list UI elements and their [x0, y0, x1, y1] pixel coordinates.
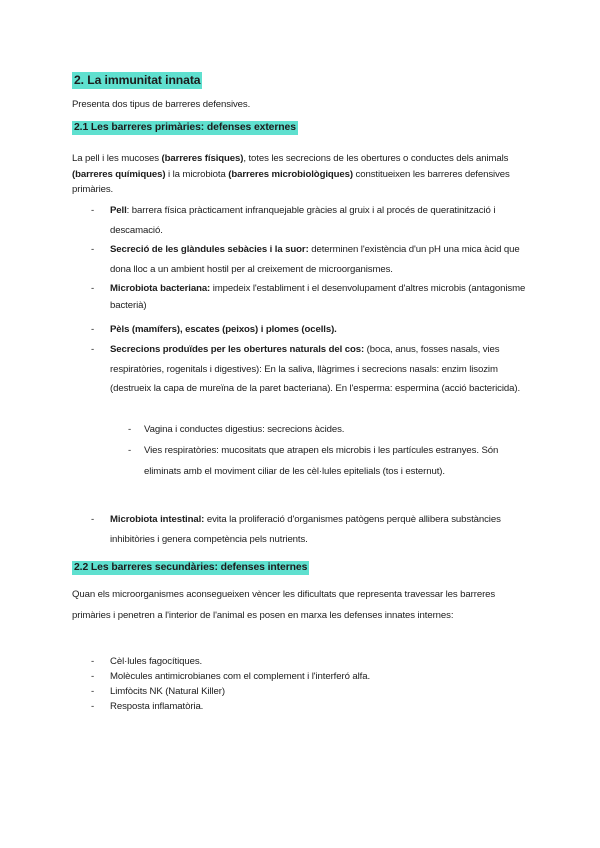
para-text: i la microbiota: [165, 168, 229, 180]
bullet-dash: -: [91, 244, 95, 255]
list-item: [93, 654, 533, 669]
bullet-dash: -: [128, 445, 132, 456]
item-text: Cèl·lules fagocítiques.: [110, 656, 203, 667]
item-text: determinen l'existència d'un pH una mica àcid que dona lloc a un ambient hostil per al creixement de microorganismes.: [110, 244, 520, 275]
item-text: : barrera física pràcticament infranquejable gràcies al gruix i al procés de queratinització i descamació.: [110, 205, 496, 236]
primary-heading-text: 2.1 Les barreres primàries: defenses externes: [74, 122, 296, 133]
item-text: (boca, anus, fosses nasals, vies respiratòries, rogenitals i digestives): En la saliva, llàgrimes i secrecions nasals: enzim lisozim (destrueix la capa de mureïna de la paret bacteriana). En l'esperma: espermina (acció bactericida).: [110, 344, 521, 394]
intro-paragraph: Presenta dos tipus de barreres defensives.: [72, 99, 251, 110]
bullet-dash: -: [91, 205, 95, 216]
secondary-heading: [72, 561, 309, 575]
bullet-dash: -: [91, 283, 95, 294]
sub-item-text: Vagina i conductes digestius: secrecions àcides.: [144, 424, 345, 435]
para-text: La pell i les mucoses: [72, 153, 162, 164]
bullet-dash: -: [91, 324, 95, 335]
bullet-dash: -: [128, 424, 132, 435]
bullet-dash: -: [91, 344, 95, 355]
bullet-dash: -: [91, 656, 95, 667]
list-item: [93, 240, 533, 279]
list-item: [93, 669, 533, 684]
primary-paragraph: [72, 151, 534, 198]
para-bold: (barreres físiques): [161, 153, 244, 164]
item-bold: Secreció de les glàndules sebàcies i la suor:: [110, 244, 309, 255]
para-text: , totes les secrecions de les obertures o conductes dels animals: [243, 153, 509, 164]
item-text: Molècules antimicrobianes com el complement i l'interferó alfa.: [110, 671, 371, 682]
list-item: [93, 320, 533, 340]
list-item: [93, 280, 533, 314]
list-item: [93, 699, 533, 714]
list-item: [93, 201, 533, 240]
item-text: impedeix l'establiment i el desenvolupament d'altres microbis (antagonisme bacterià): [110, 283, 526, 311]
para-bold: (barreres químiques): [72, 168, 166, 180]
bullet-dash: -: [91, 701, 95, 712]
sub-item-text: Vies respiratòries: mucositats que atrapen els microbis i les partícules estranyes. Són eliminats amb el moviment ciliar de les cèl·lules epitelials (tos i esternut).: [144, 445, 499, 477]
list-item: [93, 340, 533, 399]
item-text: Limfòcits NK (Natural Killer): [110, 686, 225, 697]
list-item: [93, 684, 533, 699]
section-heading-text: 2. La immunitat innata: [74, 73, 201, 87]
item-bold: Microbiota bacteriana:: [110, 283, 211, 294]
item-text: evita la proliferació d'organismes patògens perquè allibera substàncies inhibitòries i genera competència pels nutrients.: [110, 514, 501, 545]
section-heading: [72, 72, 202, 89]
item-bold: Secrecions produïdes per les obertures naturals del cos:: [110, 344, 365, 355]
bullet-dash: -: [91, 514, 95, 525]
item-text: Resposta inflamatòria.: [110, 701, 204, 712]
sub-list-item: [128, 420, 530, 441]
item-bold: Pell: [110, 205, 127, 216]
secondary-heading-text: 2.2 Les barreres secundàries: defenses internes: [74, 562, 308, 573]
secondary-paragraph: Quan els microorganismes aconsegueixen vèncer les dificultats que representa travessar les barreres primàries i penetren a l'interior de l'animal es posen en marxa les defenses innates internes:: [72, 589, 496, 621]
bullet-dash: -: [91, 686, 95, 697]
primary-heading: [72, 121, 298, 135]
sub-list-item: [128, 441, 530, 482]
para-bold: (barreres microbiològiques): [228, 168, 353, 180]
bullet-dash: -: [91, 671, 95, 682]
item-bold: Microbiota intestinal:: [110, 514, 205, 525]
list-item: [93, 510, 533, 549]
item-bold: Pèls (mamífers), escates (peixos) i plomes (ocells).: [110, 324, 337, 335]
para-text: constitueixen les barreres defensives primàries.: [72, 168, 510, 195]
